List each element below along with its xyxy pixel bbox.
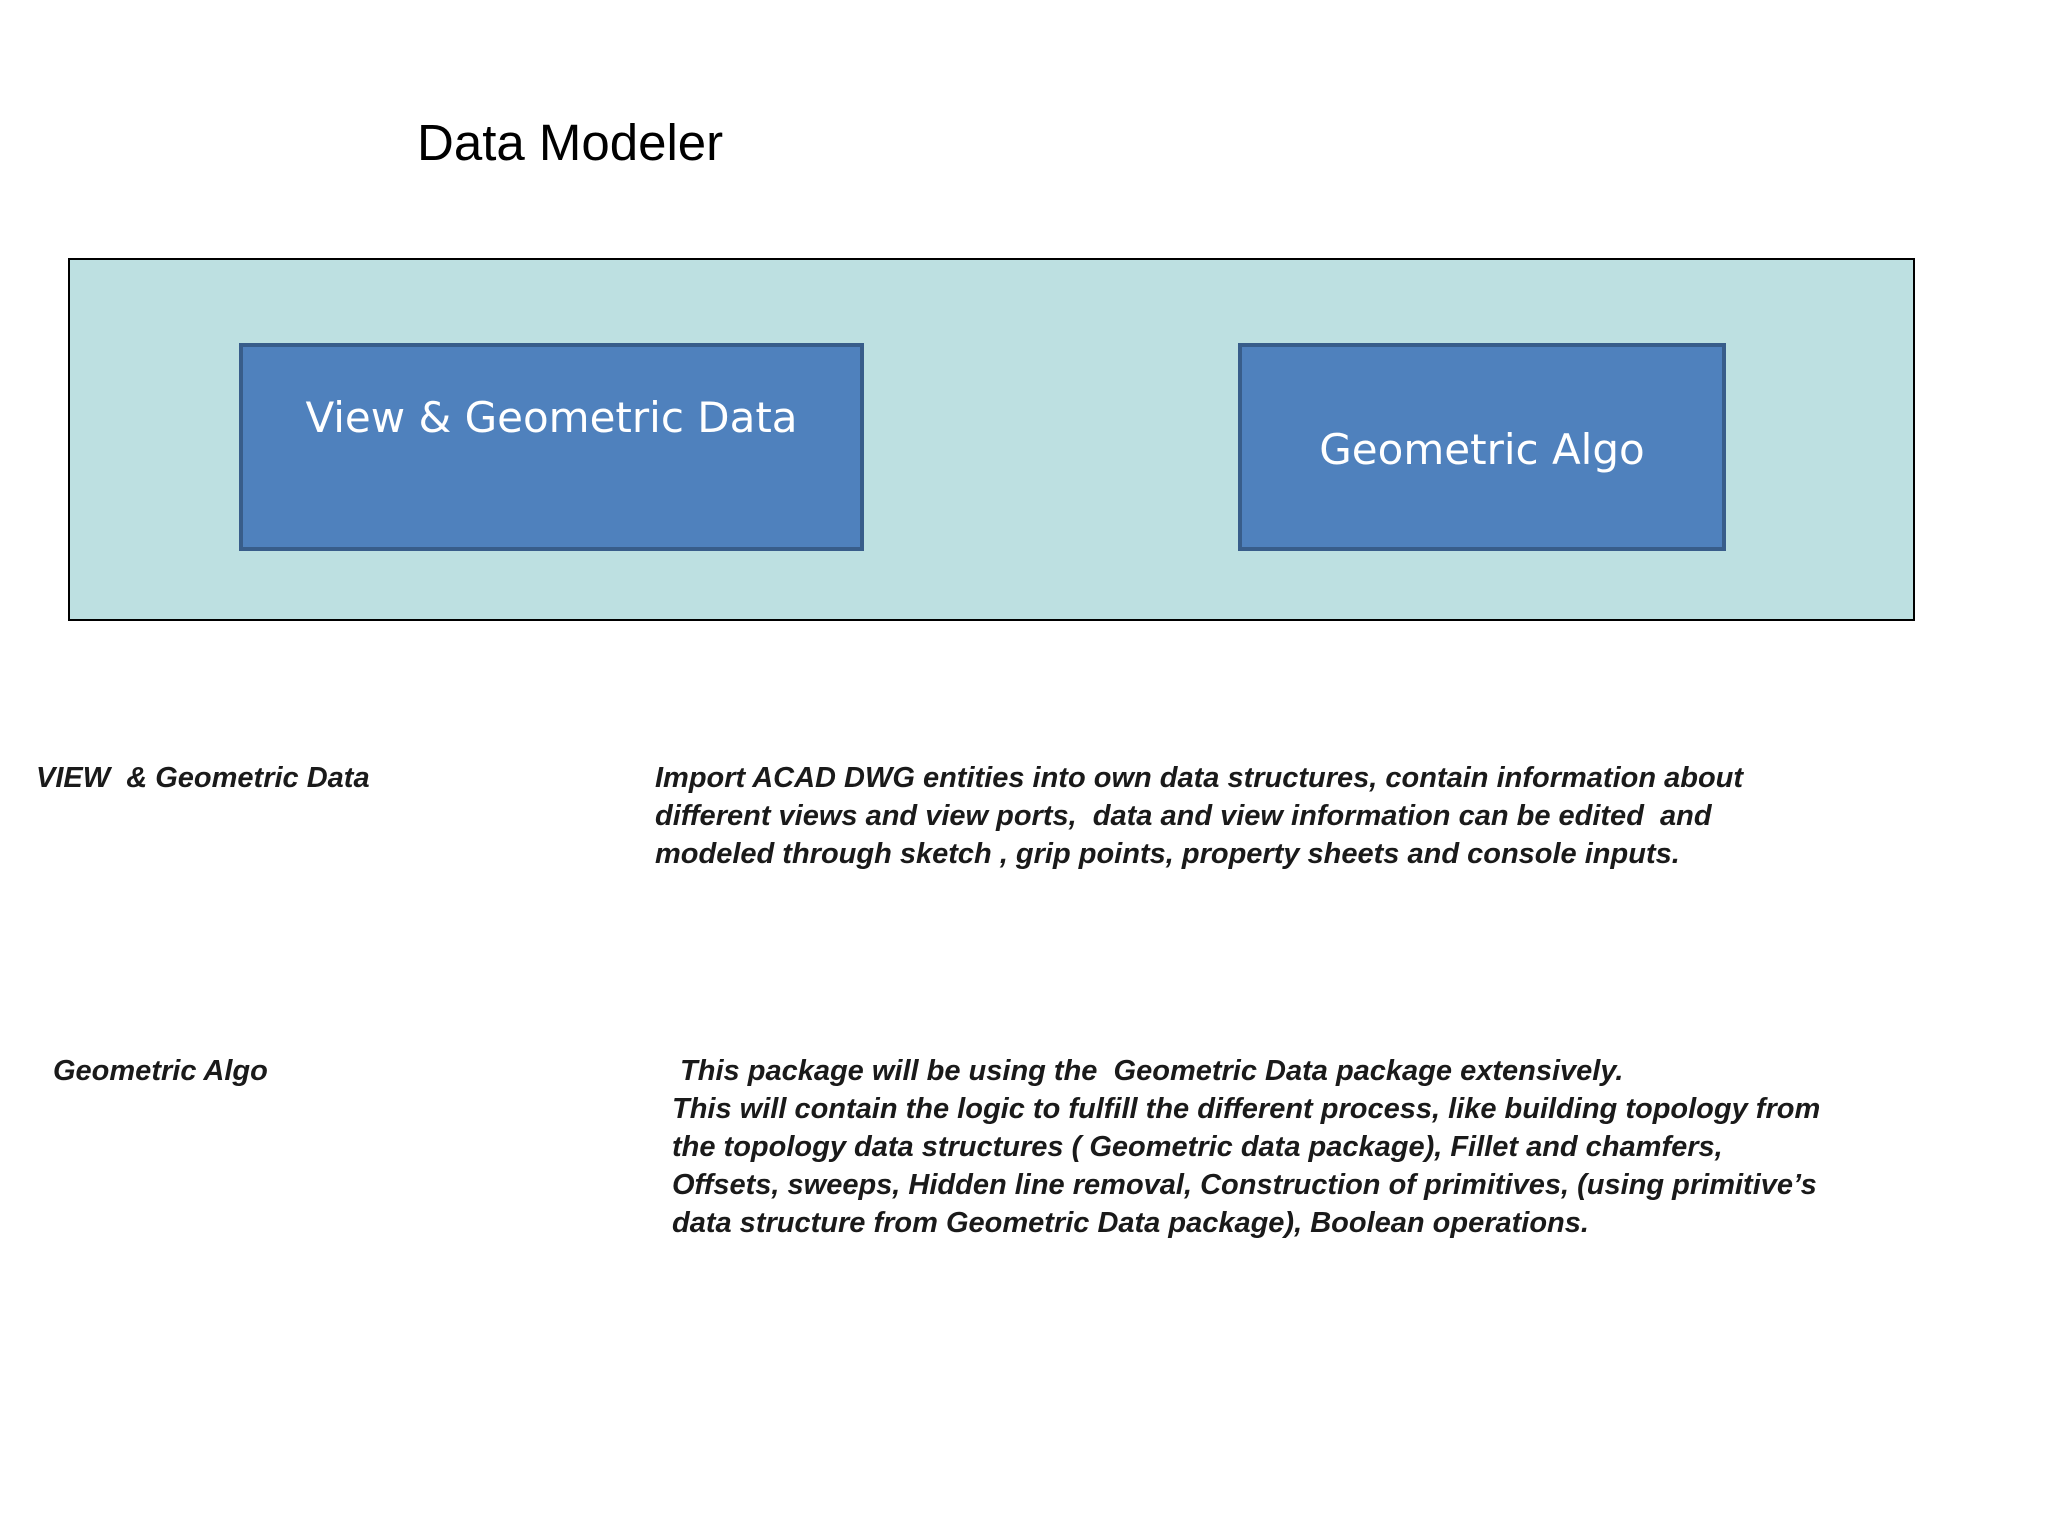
description-line: the topology data structures ( Geometric data package), Fillet and chamfers, [672,1131,1723,1163]
view-geometric-data-heading: VIEW & Geometric Data [36,762,370,794]
description-line: This package will be using the Geometric Data package extensively. [672,1055,1624,1087]
geometric-algo-box-label: Geometric Algo [1319,425,1645,474]
view-geometric-data-box-label: View & Geometric Data [305,393,798,442]
view-geometric-data-description [655,759,1743,873]
geometric-algo-box [1238,343,1726,551]
description-line: Import ACAD DWG entities into own data structures, contain information about [655,762,1744,794]
description-line: different views and view ports, data and view information can be edited and [655,800,1712,832]
description-line: data structure from Geometric Data package), Boolean operations. [672,1207,1589,1239]
description-line: This will contain the logic to fulfill the different process, like building topology from [672,1093,1821,1125]
geometric-algo-description [672,1052,1820,1242]
geometric-algo-heading: Geometric Algo [53,1055,268,1087]
page-title: Data Modeler [417,114,724,171]
description-line: modeled through sketch , grip points, property sheets and console inputs. [655,838,1680,870]
view-geometric-data-box [239,343,864,551]
description-line: Offsets, sweeps, Hidden line removal, Construction of primitives, (using primitive’s [672,1169,1817,1201]
